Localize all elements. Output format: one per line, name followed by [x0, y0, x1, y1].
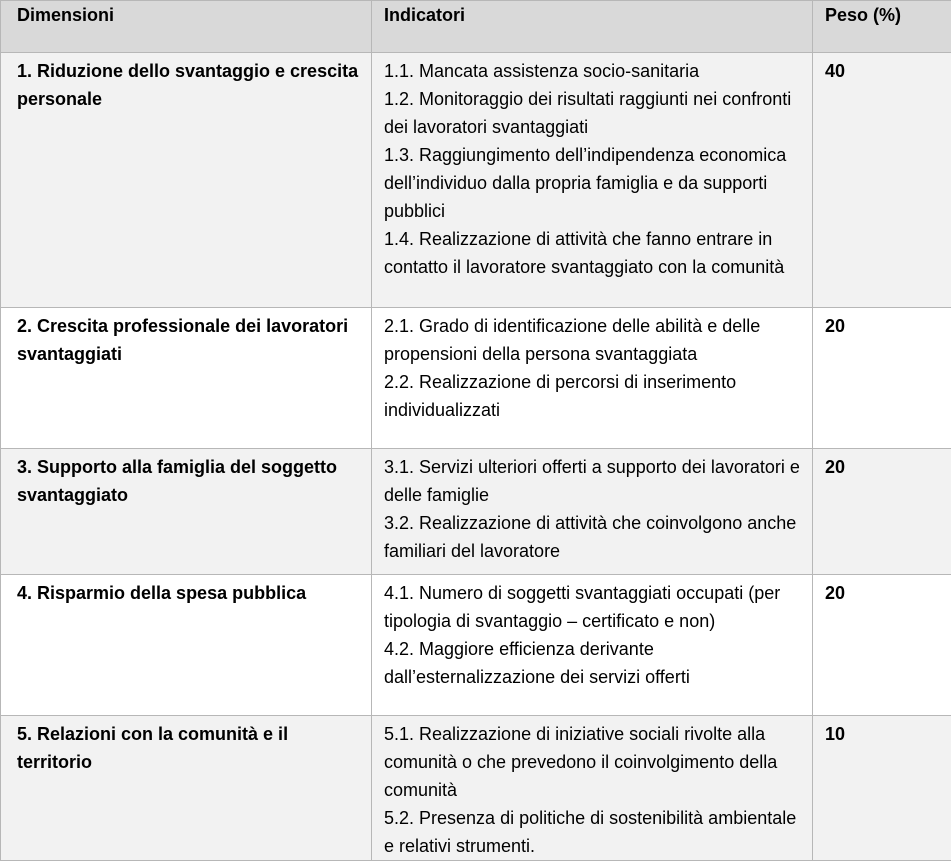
- indicator-item: 5.1. Realizzazione di iniziative sociali rivolte alla comunità o che prevedono il coinvolgimento della comunità: [384, 724, 778, 800]
- indicators-cell: [372, 449, 813, 575]
- dimension-cell: 1. Riduzione dello svantaggio e crescita personale: [1, 53, 372, 308]
- dimension-cell: 2. Crescita professionale dei lavoratori svantaggiati: [1, 308, 372, 449]
- table-row: [1, 53, 951, 308]
- table-row: [1, 575, 951, 716]
- dimension-cell: 5. Relazioni con la comunità e il territorio: [1, 716, 372, 861]
- indicator-item: 4.1. Numero di soggetti svantaggiati occupati (per tipologia di svantaggio – certificato e non): [384, 583, 781, 631]
- weight-cell: 40: [813, 53, 951, 308]
- table-row: [1, 716, 951, 861]
- indicator-item: 1.2. Monitoraggio dei risultati raggiunti nei confronti dei lavoratori svantaggiati: [384, 89, 792, 137]
- indicator-item: 5.2. Presenza di politiche di sostenibilità ambientale e relativi strumenti.: [384, 808, 797, 856]
- table-row: [1, 449, 951, 575]
- indicators-cell: [372, 53, 813, 308]
- indicator-item: 2.2. Realizzazione di percorsi di inserimento individualizzati: [384, 372, 737, 420]
- indicator-item: 1.1. Mancata assistenza socio-sanitaria: [384, 61, 700, 81]
- header-row: [1, 1, 951, 53]
- weight-cell: 10: [813, 716, 951, 861]
- indicators-cell: [372, 308, 813, 449]
- weight-cell: 20: [813, 449, 951, 575]
- dimension-cell: 3. Supporto alla famiglia del soggetto svantaggiato: [1, 449, 372, 575]
- header-weight: Peso (%): [813, 1, 951, 53]
- weight-cell: 20: [813, 575, 951, 716]
- dimension-cell: 4. Risparmio della spesa pubblica: [1, 575, 372, 716]
- header-indicators: Indicatori: [372, 1, 813, 53]
- indicator-item: 3.2. Realizzazione di attività che coinvolgono anche familiari del lavoratore: [384, 513, 797, 561]
- indicator-item: 1.3. Raggiungimento dell’indipendenza economica dell’individuo dalla propria famiglia e da supporti pubblici: [384, 145, 787, 221]
- indicators-cell: [372, 575, 813, 716]
- indicator-item: 1.4. Realizzazione di attività che fanno entrare in contatto il lavoratore svantaggiato con la comunità: [384, 229, 785, 277]
- indicator-item: 4.2. Maggiore efficienza derivante dall’esternalizzazione dei servizi offerti: [384, 639, 690, 687]
- table-row: [1, 308, 951, 449]
- indicators-cell: [372, 716, 813, 861]
- indicator-item: 2.1. Grado di identificazione delle abilità e delle propensioni della persona svantaggiata: [384, 316, 761, 364]
- header-dimension: Dimensioni: [1, 1, 372, 53]
- weight-cell: 20: [813, 308, 951, 449]
- indicator-item: 3.1. Servizi ulteriori offerti a supporto dei lavoratori e delle famiglie: [384, 457, 800, 505]
